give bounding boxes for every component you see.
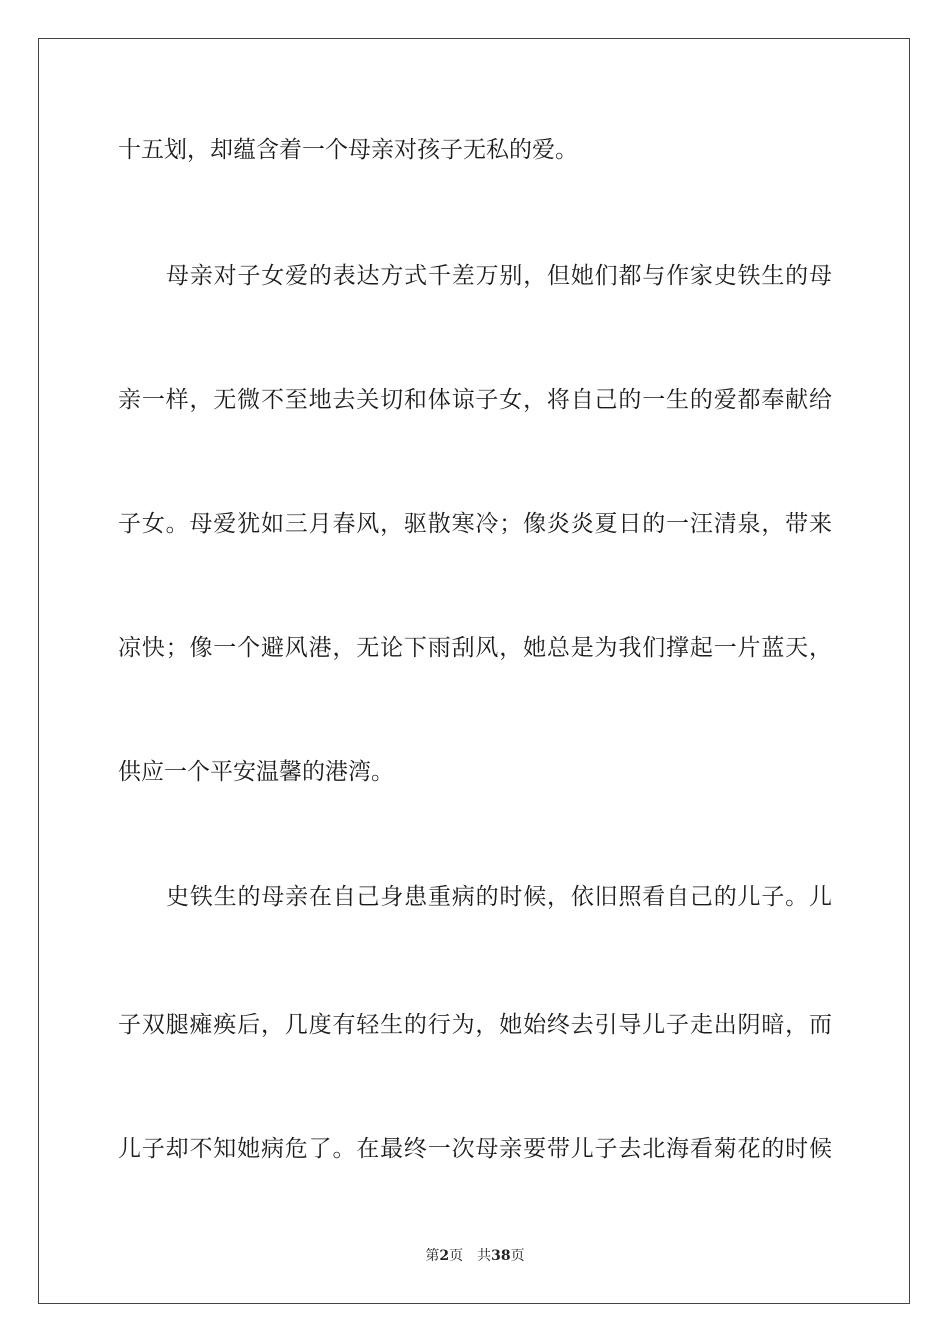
text-line-6: 供应一个平安温馨的港湾。 [118, 759, 394, 785]
page-footer [0, 1245, 950, 1265]
page-border [38, 38, 910, 1304]
page-number: 2 [439, 1248, 450, 1264]
text-line-5: 凉快；像一个避风港，无论下雨刮风，她总是为我们撑起一片蓝天， [118, 635, 832, 661]
text-line-1: 十五划，却蕴含着一个母亲对孩子无私的爱。 [118, 137, 578, 163]
total-suffix: 页 [510, 1248, 525, 1264]
text-line-8: 子双腿瘫痪后，几度有轻生的行为，她始终去引导儿子走出阴暗，而 [118, 1012, 832, 1038]
text-line-3: 亲一样，无微不至地去关切和体谅子女，将自己的一生的爱都奉献给 [118, 387, 832, 413]
page-prefix: 第 [425, 1248, 440, 1264]
text-line-7: 史铁生的母亲在自己身患重病的时候，依旧照看自己的儿子。儿 [166, 884, 832, 910]
text-line-2: 母亲对子女爱的表达方式千差万别，但她们都与作家史铁生的母 [166, 263, 832, 289]
text-line-4: 子女。母爱犹如三月春风，驱散寒冷；像炎炎夏日的一汪清泉，带来 [118, 511, 832, 537]
text-line-9: 儿子却不知她病危了。在最终一次母亲要带儿子去北海看菊花的时候 [118, 1136, 832, 1162]
total-prefix: 共 [477, 1248, 492, 1264]
page-suffix: 页 [449, 1248, 464, 1264]
total-pages: 38 [491, 1248, 511, 1264]
